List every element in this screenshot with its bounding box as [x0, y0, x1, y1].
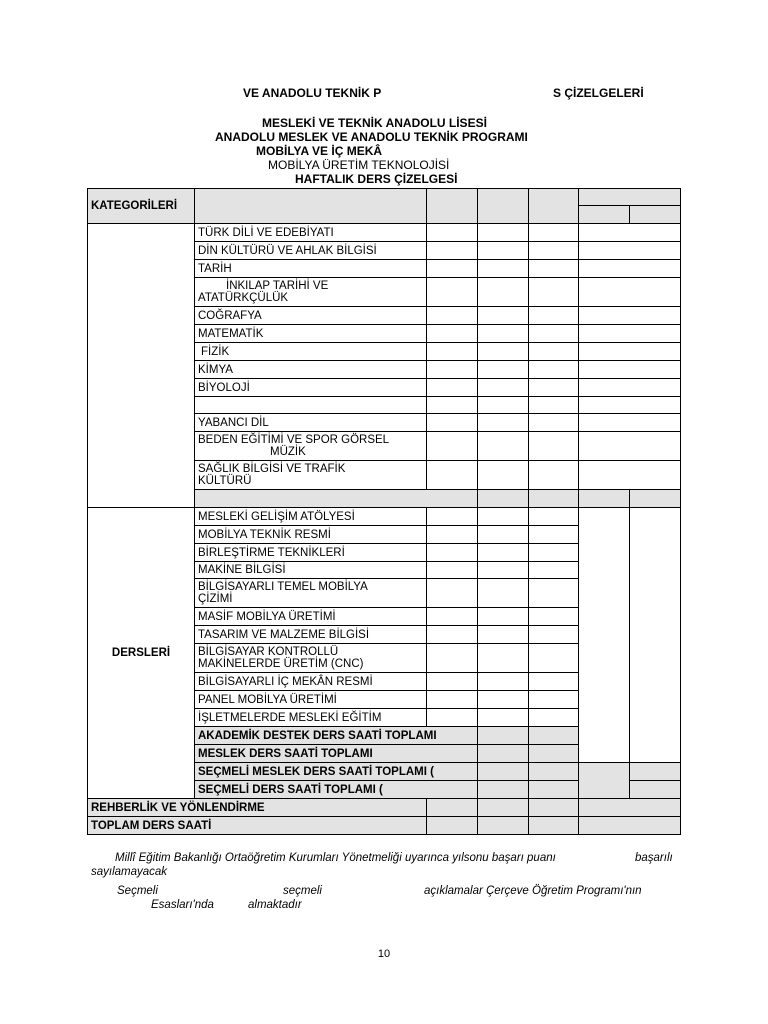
total-row: AKADEMİK DESTEK DERS SAATİ TOPLAMI: [195, 727, 478, 745]
course-row: İNKILAP TARİHİ VE ATATÜRKÇÜLÜK: [195, 278, 427, 307]
total-row: SEÇMELİ DERS SAATİ TOPLAMI (: [195, 781, 478, 799]
note-text: seçmeli: [283, 885, 322, 897]
course-row: YABANCI DİL: [195, 414, 427, 432]
course-row: BİLGİSAYARLI İÇ MEKÂN RESMİ: [195, 673, 427, 691]
course-row: PANEL MOBİLYA ÜRETİMİ: [195, 691, 427, 709]
course-row: BEDEN EĞİTİMİ VE SPOR GÖRSEL MÜZİK: [195, 432, 427, 461]
schedule-table: [87, 188, 681, 835]
total-row: MESLEK DERS SAATİ TOPLAMI: [195, 745, 478, 763]
note-text: Seçmeli: [117, 885, 158, 897]
course-row: MAKİNE BİLGİSİ: [195, 562, 427, 579]
course-row: BİLGİSAYAR KONTROLLÜ MAKİNELERDE ÜRETİM (CNC): [195, 644, 427, 673]
course-row: DİN KÜLTÜRÜ VE AHLAK BİLGİSİ: [195, 242, 427, 260]
total-row: SEÇMELİ MESLEK DERS SAATİ TOPLAMI (: [195, 763, 478, 781]
course-row: MOBİLYA TEKNİK RESMİ: [195, 526, 427, 544]
course-row: TASARIM VE MALZEME BİLGİSİ: [195, 626, 427, 644]
page-number: 10: [377, 948, 391, 960]
branch-title: MOBİLYA ÜRETİM TEKNOLOJİSİ: [268, 158, 450, 172]
course-row-empty: [195, 397, 427, 414]
field-title: MOBİLYA VE İÇ MEKÂ: [256, 144, 383, 158]
separator-row: [195, 490, 478, 508]
course-row: FİZİK: [195, 343, 427, 361]
course-row: TÜRK DİLİ VE EDEBİYATI: [195, 224, 427, 242]
note-text: almaktadır: [248, 899, 302, 911]
program-title: ANADOLU MESLEK VE ANADOLU TEKNİK PROGRAMI: [215, 130, 528, 144]
school-title: MESLEKİ VE TEKNİK ANADOLU LİSESİ: [262, 116, 487, 130]
header-line1-right: S ÇİZELGELERİ: [553, 86, 644, 100]
total-row: TOPLAM DERS SAATİ: [88, 817, 427, 835]
course-row: KİMYA: [195, 361, 427, 379]
vocational-category-cell: DERSLERİ: [88, 508, 195, 799]
course-row: MESLEKİ GELİŞİM ATÖLYESİ: [195, 508, 427, 526]
course-row: BİRLEŞTİRME TEKNİKLERİ: [195, 544, 427, 562]
category-header: KATEGORİLERİ: [88, 189, 195, 224]
course-row: BİLGİSAYARLI TEMEL MOBİLYA ÇİZİMİ: [195, 579, 427, 608]
schedule-title: HAFTALIK DERS ÇİZELGESİ: [295, 172, 458, 186]
course-row: İŞLETMELERDE MESLEKİ EĞİTİM: [195, 709, 427, 727]
note-text: sayılamayacak: [91, 866, 168, 878]
course-row: TARİH: [195, 260, 427, 278]
course-row: MASİF MOBİLYA ÜRETİMİ: [195, 608, 427, 626]
course-row: COĞRAFYA: [195, 307, 427, 325]
note-text: açıklamalar Çerçeve Öğretim Programı'nın: [424, 885, 642, 897]
header-line1-left: VE ANADOLU TEKNİK P: [243, 86, 382, 100]
course-row: BİYOLOJİ: [195, 379, 427, 397]
course-row: MATEMATİK: [195, 325, 427, 343]
note-text: Millî Eğitim Bakanlığı Ortaöğretim Kurumları Yönetmeliği uyarınca yılsonu başarı puanı: [115, 852, 556, 864]
note-text: Esasları'nda: [151, 899, 214, 911]
common-category-cell: [88, 224, 195, 508]
total-row: REHBERLİK VE YÖNLENDİRME: [88, 799, 427, 817]
course-row: SAĞLIK BİLGİSİ VE TRAFİK KÜLTÜRÜ: [195, 461, 427, 490]
note-text: başarılı: [635, 852, 673, 864]
